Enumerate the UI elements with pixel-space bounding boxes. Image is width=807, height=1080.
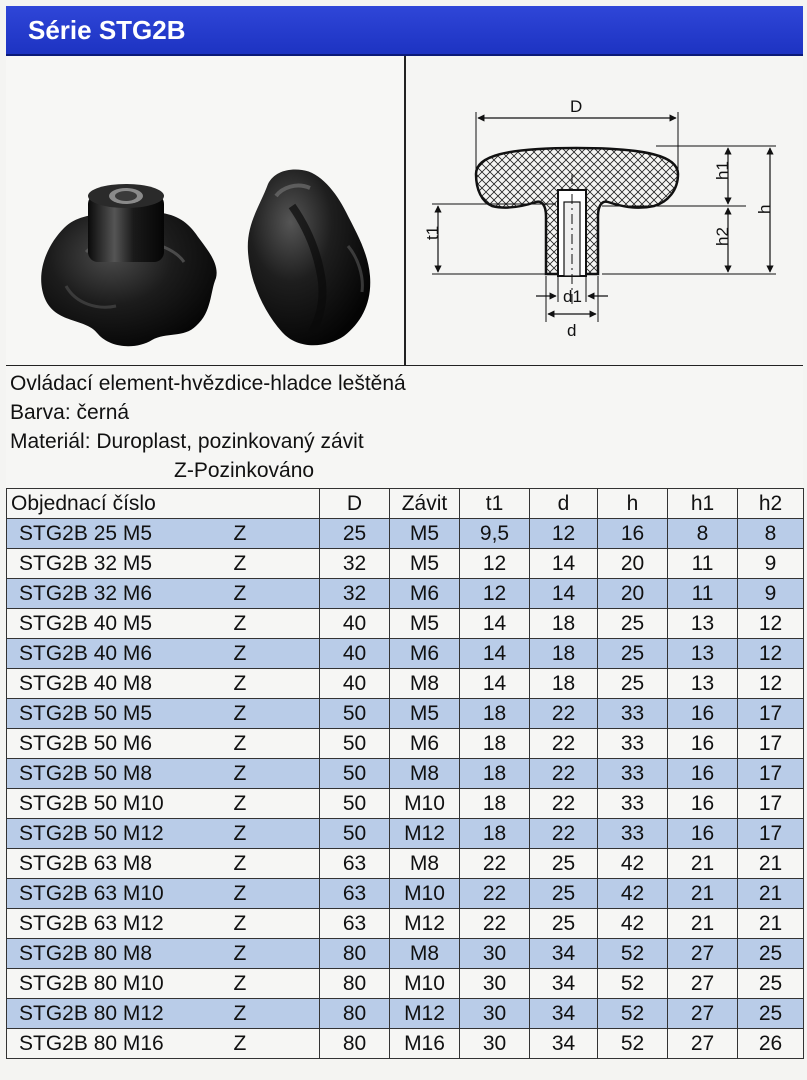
cell-D: 80 xyxy=(320,999,390,1029)
cell-flag: Z xyxy=(234,579,320,609)
cell-t1: 14 xyxy=(460,609,530,639)
cell-d: 22 xyxy=(530,699,598,729)
cell-D: 40 xyxy=(320,639,390,669)
cell-d: 25 xyxy=(530,849,598,879)
cell-code: STG2B 63 M8 xyxy=(7,849,234,879)
cell-h: 52 xyxy=(598,999,668,1029)
header-h1: h1 xyxy=(668,489,738,519)
cell-t1: 9,5 xyxy=(460,519,530,549)
cell-h1: 13 xyxy=(668,639,738,669)
header-d: d xyxy=(530,489,598,519)
cell-t1: 30 xyxy=(460,999,530,1029)
cell-d: 22 xyxy=(530,819,598,849)
cell-D: 50 xyxy=(320,819,390,849)
cell-h2: 21 xyxy=(738,879,804,909)
cell-t1: 30 xyxy=(460,1029,530,1059)
cell-d: 34 xyxy=(530,939,598,969)
cell-h2: 12 xyxy=(738,609,804,639)
cell-D: 63 xyxy=(320,909,390,939)
cell-h1: 16 xyxy=(668,789,738,819)
cell-thread: M10 xyxy=(390,969,460,999)
cell-h: 33 xyxy=(598,759,668,789)
cell-thread: M8 xyxy=(390,849,460,879)
cell-D: 50 xyxy=(320,729,390,759)
cell-t1: 18 xyxy=(460,789,530,819)
cell-flag: Z xyxy=(234,609,320,639)
cell-code: STG2B 50 M8 xyxy=(7,759,234,789)
knob-photo-illustration xyxy=(6,56,404,365)
cell-code: STG2B 40 M6 xyxy=(7,639,234,669)
description-finish: Z-Pozinkováno xyxy=(174,459,315,482)
cell-D: 32 xyxy=(320,579,390,609)
cell-h1: 27 xyxy=(668,939,738,969)
knob-front-view xyxy=(41,184,216,346)
cell-code: STG2B 40 M5 xyxy=(7,609,234,639)
cell-h: 25 xyxy=(598,639,668,669)
cell-thread: M12 xyxy=(390,999,460,1029)
table-row xyxy=(7,879,804,909)
cell-h: 52 xyxy=(598,1029,668,1059)
cell-D: 80 xyxy=(320,939,390,969)
cell-h1: 16 xyxy=(668,699,738,729)
label-h2: h2 xyxy=(713,227,732,246)
table-row xyxy=(7,849,804,879)
table-row xyxy=(7,939,804,969)
cell-D: 50 xyxy=(320,759,390,789)
cell-h2: 25 xyxy=(738,939,804,969)
cell-thread: M8 xyxy=(390,939,460,969)
cell-t1: 18 xyxy=(460,729,530,759)
cell-D: 50 xyxy=(320,699,390,729)
label-d: d xyxy=(567,321,577,340)
cell-thread: M5 xyxy=(390,519,460,549)
cell-h1: 21 xyxy=(668,909,738,939)
cell-t1: 12 xyxy=(460,579,530,609)
cell-h1: 21 xyxy=(668,879,738,909)
cell-h2: 17 xyxy=(738,729,804,759)
cell-t1: 30 xyxy=(460,969,530,999)
header-t1: t1 xyxy=(460,489,530,519)
cell-thread: M6 xyxy=(390,639,460,669)
page-title: Série STG2B xyxy=(28,15,186,45)
cell-h1: 27 xyxy=(668,969,738,999)
cell-flag: Z xyxy=(234,1029,320,1059)
header-thread: Závit xyxy=(390,489,460,519)
cell-h2: 25 xyxy=(738,969,804,999)
cell-h: 42 xyxy=(598,879,668,909)
cell-thread: M5 xyxy=(390,609,460,639)
cell-d: 25 xyxy=(530,879,598,909)
cell-h2: 17 xyxy=(738,789,804,819)
cell-code: STG2B 63 M12 xyxy=(7,909,234,939)
cell-t1: 22 xyxy=(460,849,530,879)
cell-thread: M8 xyxy=(390,669,460,699)
cell-t1: 22 xyxy=(460,909,530,939)
cell-h: 42 xyxy=(598,909,668,939)
cell-thread: M10 xyxy=(390,789,460,819)
cell-h: 16 xyxy=(598,519,668,549)
cell-h2: 25 xyxy=(738,999,804,1029)
cell-h2: 17 xyxy=(738,699,804,729)
table-row xyxy=(7,1029,804,1059)
title-bar xyxy=(6,6,803,56)
dimension-drawing xyxy=(406,56,803,365)
cell-code: STG2B 50 M5 xyxy=(7,699,234,729)
cell-thread: M8 xyxy=(390,759,460,789)
table-row xyxy=(7,609,804,639)
cell-thread: M5 xyxy=(390,549,460,579)
cell-d: 34 xyxy=(530,969,598,999)
cell-t1: 14 xyxy=(460,669,530,699)
cell-code: STG2B 50 M12 xyxy=(7,819,234,849)
cell-h2: 12 xyxy=(738,669,804,699)
cell-D: 63 xyxy=(320,849,390,879)
cell-h1: 8 xyxy=(668,519,738,549)
label-h: h xyxy=(755,204,774,214)
table-row xyxy=(7,699,804,729)
cell-flag: Z xyxy=(234,909,320,939)
cell-D: 32 xyxy=(320,549,390,579)
cell-d: 34 xyxy=(530,1029,598,1059)
cell-flag: Z xyxy=(234,699,320,729)
cell-h: 33 xyxy=(598,819,668,849)
cell-h1: 16 xyxy=(668,729,738,759)
table-row xyxy=(7,669,804,699)
cell-d: 22 xyxy=(530,789,598,819)
table-row xyxy=(7,969,804,999)
cell-h1: 16 xyxy=(668,819,738,849)
cell-thread: M12 xyxy=(390,819,460,849)
cell-flag: Z xyxy=(234,519,320,549)
cell-d: 12 xyxy=(530,519,598,549)
header-D: D xyxy=(320,489,390,519)
header-h: h xyxy=(598,489,668,519)
table-body xyxy=(7,519,804,1059)
cell-d: 18 xyxy=(530,609,598,639)
cell-h: 20 xyxy=(598,579,668,609)
cell-flag: Z xyxy=(234,789,320,819)
cell-t1: 18 xyxy=(460,759,530,789)
cell-h1: 13 xyxy=(668,669,738,699)
cell-d: 22 xyxy=(530,759,598,789)
cell-D: 63 xyxy=(320,879,390,909)
cell-code: STG2B 50 M10 xyxy=(7,789,234,819)
table-row xyxy=(7,639,804,669)
cell-h1: 27 xyxy=(668,999,738,1029)
cell-code: STG2B 80 M12 xyxy=(7,999,234,1029)
cell-h2: 9 xyxy=(738,579,804,609)
table-row xyxy=(7,819,804,849)
cell-t1: 18 xyxy=(460,819,530,849)
cell-h2: 9 xyxy=(738,549,804,579)
description-color: Barva: černá xyxy=(10,401,130,424)
cell-d: 22 xyxy=(530,729,598,759)
cell-flag: Z xyxy=(234,729,320,759)
cell-h1: 11 xyxy=(668,549,738,579)
cell-h: 25 xyxy=(598,609,668,639)
cell-h1: 16 xyxy=(668,759,738,789)
label-h1: h1 xyxy=(713,161,732,180)
cell-h2: 21 xyxy=(738,849,804,879)
cell-h: 52 xyxy=(598,939,668,969)
cell-d: 25 xyxy=(530,909,598,939)
specification-table xyxy=(6,488,804,1059)
cell-thread: M6 xyxy=(390,579,460,609)
cell-h2: 8 xyxy=(738,519,804,549)
description-type: Ovládací element-hvězdice-hladce leštěná xyxy=(10,372,406,395)
cell-flag: Z xyxy=(234,999,320,1029)
cell-code: STG2B 40 M8 xyxy=(7,669,234,699)
table-row xyxy=(7,999,804,1029)
cell-D: 40 xyxy=(320,609,390,639)
cell-h: 33 xyxy=(598,789,668,819)
cell-t1: 30 xyxy=(460,939,530,969)
cell-flag: Z xyxy=(234,549,320,579)
header-order-number: Objednací číslo xyxy=(7,489,320,519)
cell-D: 50 xyxy=(320,789,390,819)
cell-D: 25 xyxy=(320,519,390,549)
table-row xyxy=(7,549,804,579)
cell-thread: M5 xyxy=(390,699,460,729)
cell-thread: M6 xyxy=(390,729,460,759)
cell-flag: Z xyxy=(234,969,320,999)
cell-thread: M12 xyxy=(390,909,460,939)
cell-flag: Z xyxy=(234,669,320,699)
cell-d: 18 xyxy=(530,669,598,699)
cell-h2: 21 xyxy=(738,909,804,939)
table-row xyxy=(7,729,804,759)
cell-h: 25 xyxy=(598,669,668,699)
table-row xyxy=(7,909,804,939)
cell-h2: 17 xyxy=(738,819,804,849)
cell-h2: 12 xyxy=(738,639,804,669)
cell-flag: Z xyxy=(234,939,320,969)
technical-drawing xyxy=(406,56,803,365)
table-row xyxy=(7,759,804,789)
cell-D: 40 xyxy=(320,669,390,699)
cell-t1: 18 xyxy=(460,699,530,729)
cell-d: 34 xyxy=(530,999,598,1029)
cell-h2: 17 xyxy=(738,759,804,789)
table-header-row xyxy=(7,489,804,519)
cell-flag: Z xyxy=(234,759,320,789)
description-material: Materiál: Duroplast, pozinkovaný závit xyxy=(10,430,364,453)
images-row xyxy=(6,56,803,367)
table-row xyxy=(7,579,804,609)
cell-flag: Z xyxy=(234,879,320,909)
cell-code: STG2B 32 M5 xyxy=(7,549,234,579)
cell-code: STG2B 80 M8 xyxy=(7,939,234,969)
header-h2: h2 xyxy=(738,489,804,519)
cell-code: STG2B 80 M16 xyxy=(7,1029,234,1059)
cell-h: 20 xyxy=(598,549,668,579)
cell-d: 18 xyxy=(530,639,598,669)
label-t1: t1 xyxy=(423,225,442,240)
cell-h: 33 xyxy=(598,729,668,759)
table-row xyxy=(7,789,804,819)
cell-t1: 22 xyxy=(460,879,530,909)
label-D: D xyxy=(570,97,583,116)
cell-code: STG2B 25 M5 xyxy=(7,519,234,549)
table-row xyxy=(7,519,804,549)
cell-h1: 11 xyxy=(668,579,738,609)
cell-code: STG2B 63 M10 xyxy=(7,879,234,909)
cell-D: 80 xyxy=(320,969,390,999)
cell-h: 52 xyxy=(598,969,668,999)
cell-code: STG2B 50 M6 xyxy=(7,729,234,759)
cell-t1: 12 xyxy=(460,549,530,579)
cell-flag: Z xyxy=(234,849,320,879)
product-photo xyxy=(6,56,406,365)
cell-h: 42 xyxy=(598,849,668,879)
cell-h1: 13 xyxy=(668,609,738,639)
cell-d: 14 xyxy=(530,579,598,609)
cell-d: 14 xyxy=(530,549,598,579)
cell-flag: Z xyxy=(234,639,320,669)
cell-code: STG2B 32 M6 xyxy=(7,579,234,609)
cell-h2: 26 xyxy=(738,1029,804,1059)
cell-D: 80 xyxy=(320,1029,390,1059)
cell-code: STG2B 80 M10 xyxy=(7,969,234,999)
cell-thread: M16 xyxy=(390,1029,460,1059)
label-d1: d1 xyxy=(563,287,582,306)
cell-thread: M10 xyxy=(390,879,460,909)
product-description xyxy=(6,366,803,488)
cell-h1: 21 xyxy=(668,849,738,879)
cell-h: 33 xyxy=(598,699,668,729)
cell-h1: 27 xyxy=(668,1029,738,1059)
knob-side-view xyxy=(248,170,370,346)
cell-t1: 14 xyxy=(460,639,530,669)
cell-flag: Z xyxy=(234,819,320,849)
